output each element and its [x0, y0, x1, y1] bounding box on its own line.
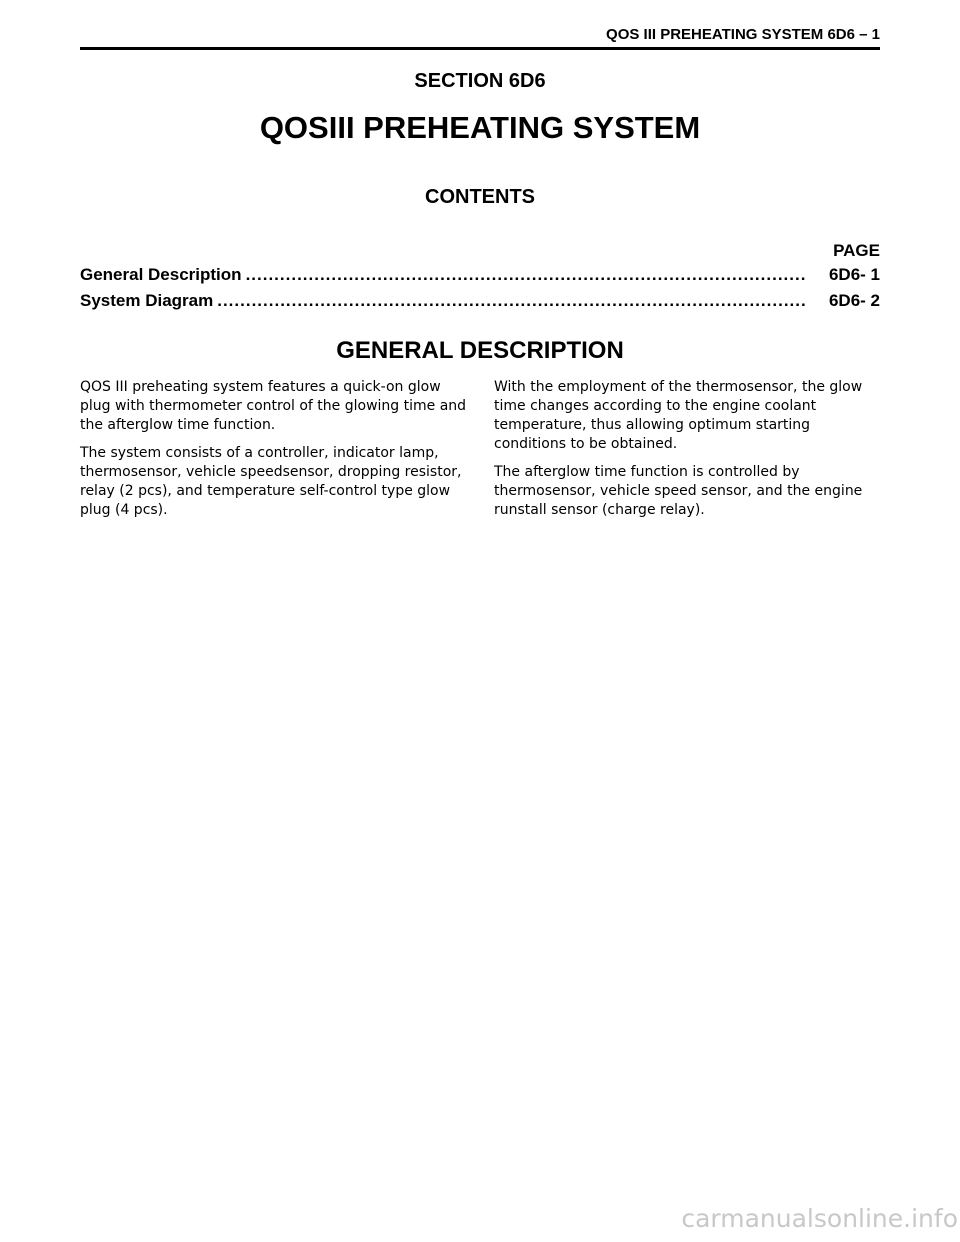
toc-entry-page: 6D6- 2	[828, 291, 880, 310]
right-text-column	[494, 378, 884, 529]
running-header: QOS III PREHEATING SYSTEM 6D6 – 1	[80, 26, 880, 50]
page-title: QOSIII PREHEATING SYSTEM	[259, 110, 701, 145]
table-of-contents	[80, 262, 880, 314]
toc-leader-dots	[217, 288, 806, 314]
toc-entry-system-diagram[interactable]	[80, 288, 880, 314]
toc-leader-dots	[246, 262, 806, 288]
toc-entry-page: 6D6- 1	[828, 265, 880, 284]
toc-entry-title: General Description	[80, 265, 242, 284]
paragraph: QOS III preheating system features a quick-on glow plug with thermometer control of the glowing time and the afterglow time function.	[80, 379, 467, 433]
contents-heading: CONTENTS	[425, 186, 535, 208]
paragraph: The afterglow time function is controlled by thermosensor, vehicle speed sensor, and the engine runstall sensor (charge relay).	[494, 464, 863, 518]
watermark: carmanualsonline.info	[681, 1204, 958, 1233]
left-text-column	[80, 378, 472, 529]
section-label: SECTION 6D6	[414, 70, 546, 92]
toc-entry-title: System Diagram	[80, 291, 214, 310]
paragraph: With the employment of the thermosensor, the glow time changes according to the engine coolant temperature, thus allowing optimum starting conditions to be obtained.	[494, 379, 863, 452]
toc-entry-general-description[interactable]	[80, 262, 880, 288]
paragraph: The system consists of a controller, indicator lamp, thermosensor, vehicle speedsensor, dropping resistor, relay (2 pcs), and temperature self-control type glow plug (4 pcs).	[80, 445, 462, 518]
general-description-heading: GENERAL DESCRIPTION	[336, 337, 624, 364]
toc-page-column-label: PAGE	[833, 241, 880, 260]
